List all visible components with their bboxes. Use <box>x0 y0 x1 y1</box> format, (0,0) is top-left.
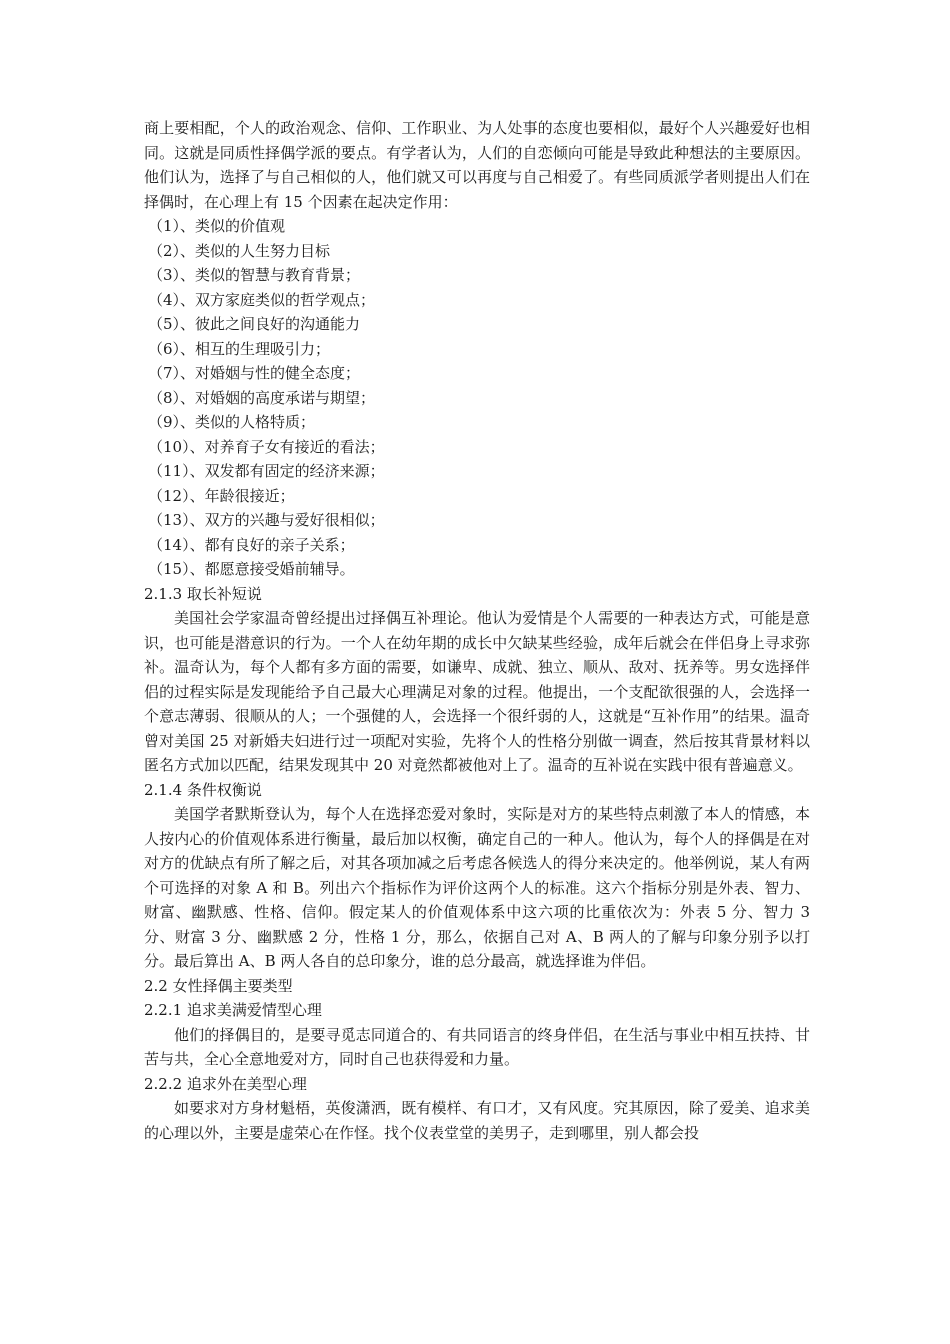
factor-list-item: （5）、彼此之间良好的沟通能力 <box>148 315 361 333</box>
factor-list-item: （2）、类似的人生努力目标 <box>148 241 331 260</box>
factor-list-item: （1）、类似的价值观 <box>148 217 286 235</box>
factor-list-item: （6）、相互的生理吸引力； <box>148 339 331 358</box>
body-paragraph: 商上要相配，个人的政治观念、信仰、工作职业、为人处事的态度也要相似，最好个人兴趣爱好也相同。这就是同质性择偶学派的要点。有学者认为，人们的自恋倾向可能是导致此种想法的主要原因。他们认为，选择了与自己相似的人，他们就又可以再度与自己相爱了。有些同质派学者则提出人们在择偶时，在心理上有 15 个因素在起决定作用： <box>144 119 810 211</box>
factor-list-item: （11）、双发都有固定的经济来源； <box>148 462 385 480</box>
factor-list-item: （13）、双方的兴趣与爱好很相似； <box>148 511 385 529</box>
factor-list-item: （3）、类似的智慧与教育背景； <box>148 266 361 284</box>
factor-list-item: （8）、对婚姻的高度承诺与期望； <box>148 388 376 407</box>
section-heading: 2.1.3 取长补短说 <box>144 584 262 603</box>
body-paragraph: 美国学者默斯登认为，每个人在选择恋爱对象时，实际是对方的某些特点刺激了本人的情感，本人按内心的价值观体系进行衡量，最后加以权衡，确定自己的一种人。他认为，每个人的择偶是在对对方的优缺点有所了解之后，对其各项加减之后考虑各候选人的得分来决定的。他举例说，某人有两个可选择的对象 A 和 B。列出六个指标作为评价这两个人的标准。这六个指标分别是外表、智力、财富、幽默感、性格、信仰。假定某人的价值观体系中这六项的比重依次为：外表 5 分、智力 3 分、财富 3 分、幽默感 2 分，性格 1 分，那么，依据自己对 A、B 两人的了解与印象分别予以打分。最后算出 A、B 两人各自的总印象分，谁的总分最高，就选择谁为伴侣。 <box>144 805 810 970</box>
section-heading: 2.2.1 追求美满爱情型心理 <box>144 1001 322 1019</box>
body-paragraph: 美国社会学家温奇曾经提出过择偶互补理论。他认为爱情是个人需要的一种表达方式，可能是意识，也可能是潜意识的行为。一个人在幼年期的成长中欠缺某些经验，成年后就会在伴侣身上寻求弥补。温奇认为，每个人都有多方面的需要，如谦卑、成就、独立、顺从、敌对、抚养等。男女选择伴侣的过程实际是发现能给予自己最大心理满足对象的过程。他提出，一个支配欲很强的人，会选择一个意志薄弱、很顺从的人；一个强健的人，会选择一个很纤弱的人，这就是“互补作用”的结果。温奇曾对美国 25 对新婚夫妇进行过一项配对实验，先将个人的性格分别做一调查，然后按其背景材料以匿名方式加以匹配，结果发现其中 20 对竟然都被他对上了。温奇的互补说在实践中很有普遍意义。 <box>144 609 810 774</box>
factor-list-item: （4）、双方家庭类似的哲学观点； <box>148 290 376 309</box>
body-paragraph: 如要求对方身材魁梧，英俊潇洒，既有模样、有口才，又有风度。究其原因，除了爱美、追求美的心理以外，主要是虚荣心在作怪。找个仪表堂堂的美男子，走到哪里，别人都会投 <box>144 1099 810 1142</box>
factor-list-item: （12）、年龄很接近； <box>148 486 295 505</box>
section-heading: 2.2.2 追求外在美型心理 <box>144 1074 307 1093</box>
section-heading: 2.2 女性择偶主要类型 <box>144 976 293 995</box>
factor-list-item: （7）、对婚姻与性的健全态度； <box>148 364 361 382</box>
document-body <box>144 116 810 1145</box>
body-paragraph: 他们的择偶目的，是要寻觅志同道合的、有共同语言的终身伴侣，在生活与事业中相互扶持、甘苦与共，全心全意地爱对方，同时自己也获得爱和力量。 <box>144 1025 810 1068</box>
section-heading: 2.1.4 条件权衡说 <box>144 780 262 799</box>
factor-list-item: （10）、对养育子女有接近的看法； <box>148 437 385 456</box>
factor-list-item: （15）、都愿意接受婚前辅导。 <box>148 560 355 578</box>
factor-list-item: （14）、都有良好的亲子关系； <box>148 535 355 554</box>
factor-list-item: （9）、类似的人格特质； <box>148 413 316 431</box>
